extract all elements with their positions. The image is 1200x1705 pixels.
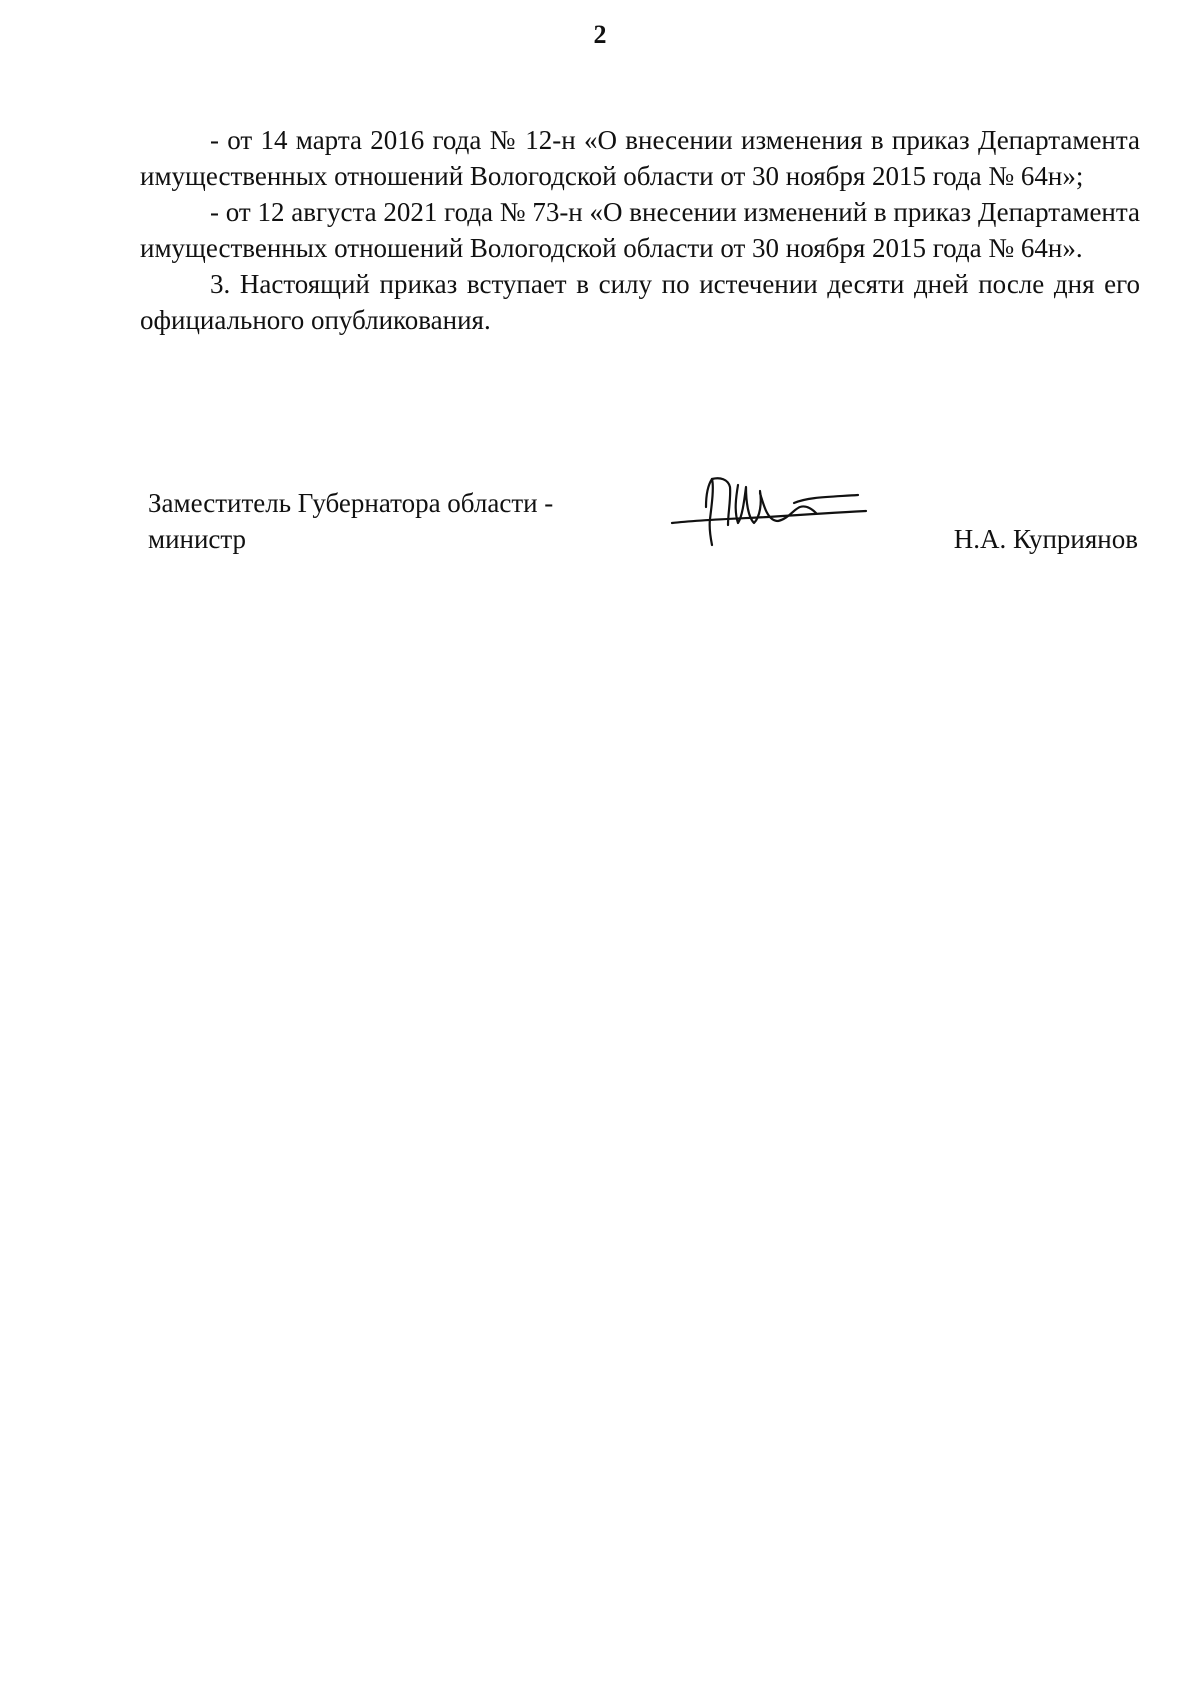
paragraph-amendment-2016: - от 14 марта 2016 года № 12-н «О внесении изменения в приказ Департамента имущественных отношений Вологодской области от 30 ноября 2015 года № 64н»; (140, 125, 1140, 191)
signer-title (148, 485, 628, 557)
page-number: 2 (593, 20, 607, 49)
signer-name: Н.А. Куприянов (953, 524, 1138, 554)
document-body (140, 122, 1140, 338)
paragraph-effective-date: 3. Настоящий приказ вступает в силу по истечении десяти дней после дня его официального опубликования. (140, 269, 1140, 335)
paragraph-amendment-2021: - от 12 августа 2021 года № 73-н «О внесении изменений в приказ Департамента имущественных отношений Вологодской области от 30 ноября 2015 года № 64н». (140, 197, 1140, 263)
signer-title-line-1: Заместитель Губернатора области - (148, 488, 554, 518)
handwritten-signature (668, 473, 868, 553)
signer-title-line-2: министр (148, 524, 247, 554)
signature-block (148, 485, 1138, 565)
